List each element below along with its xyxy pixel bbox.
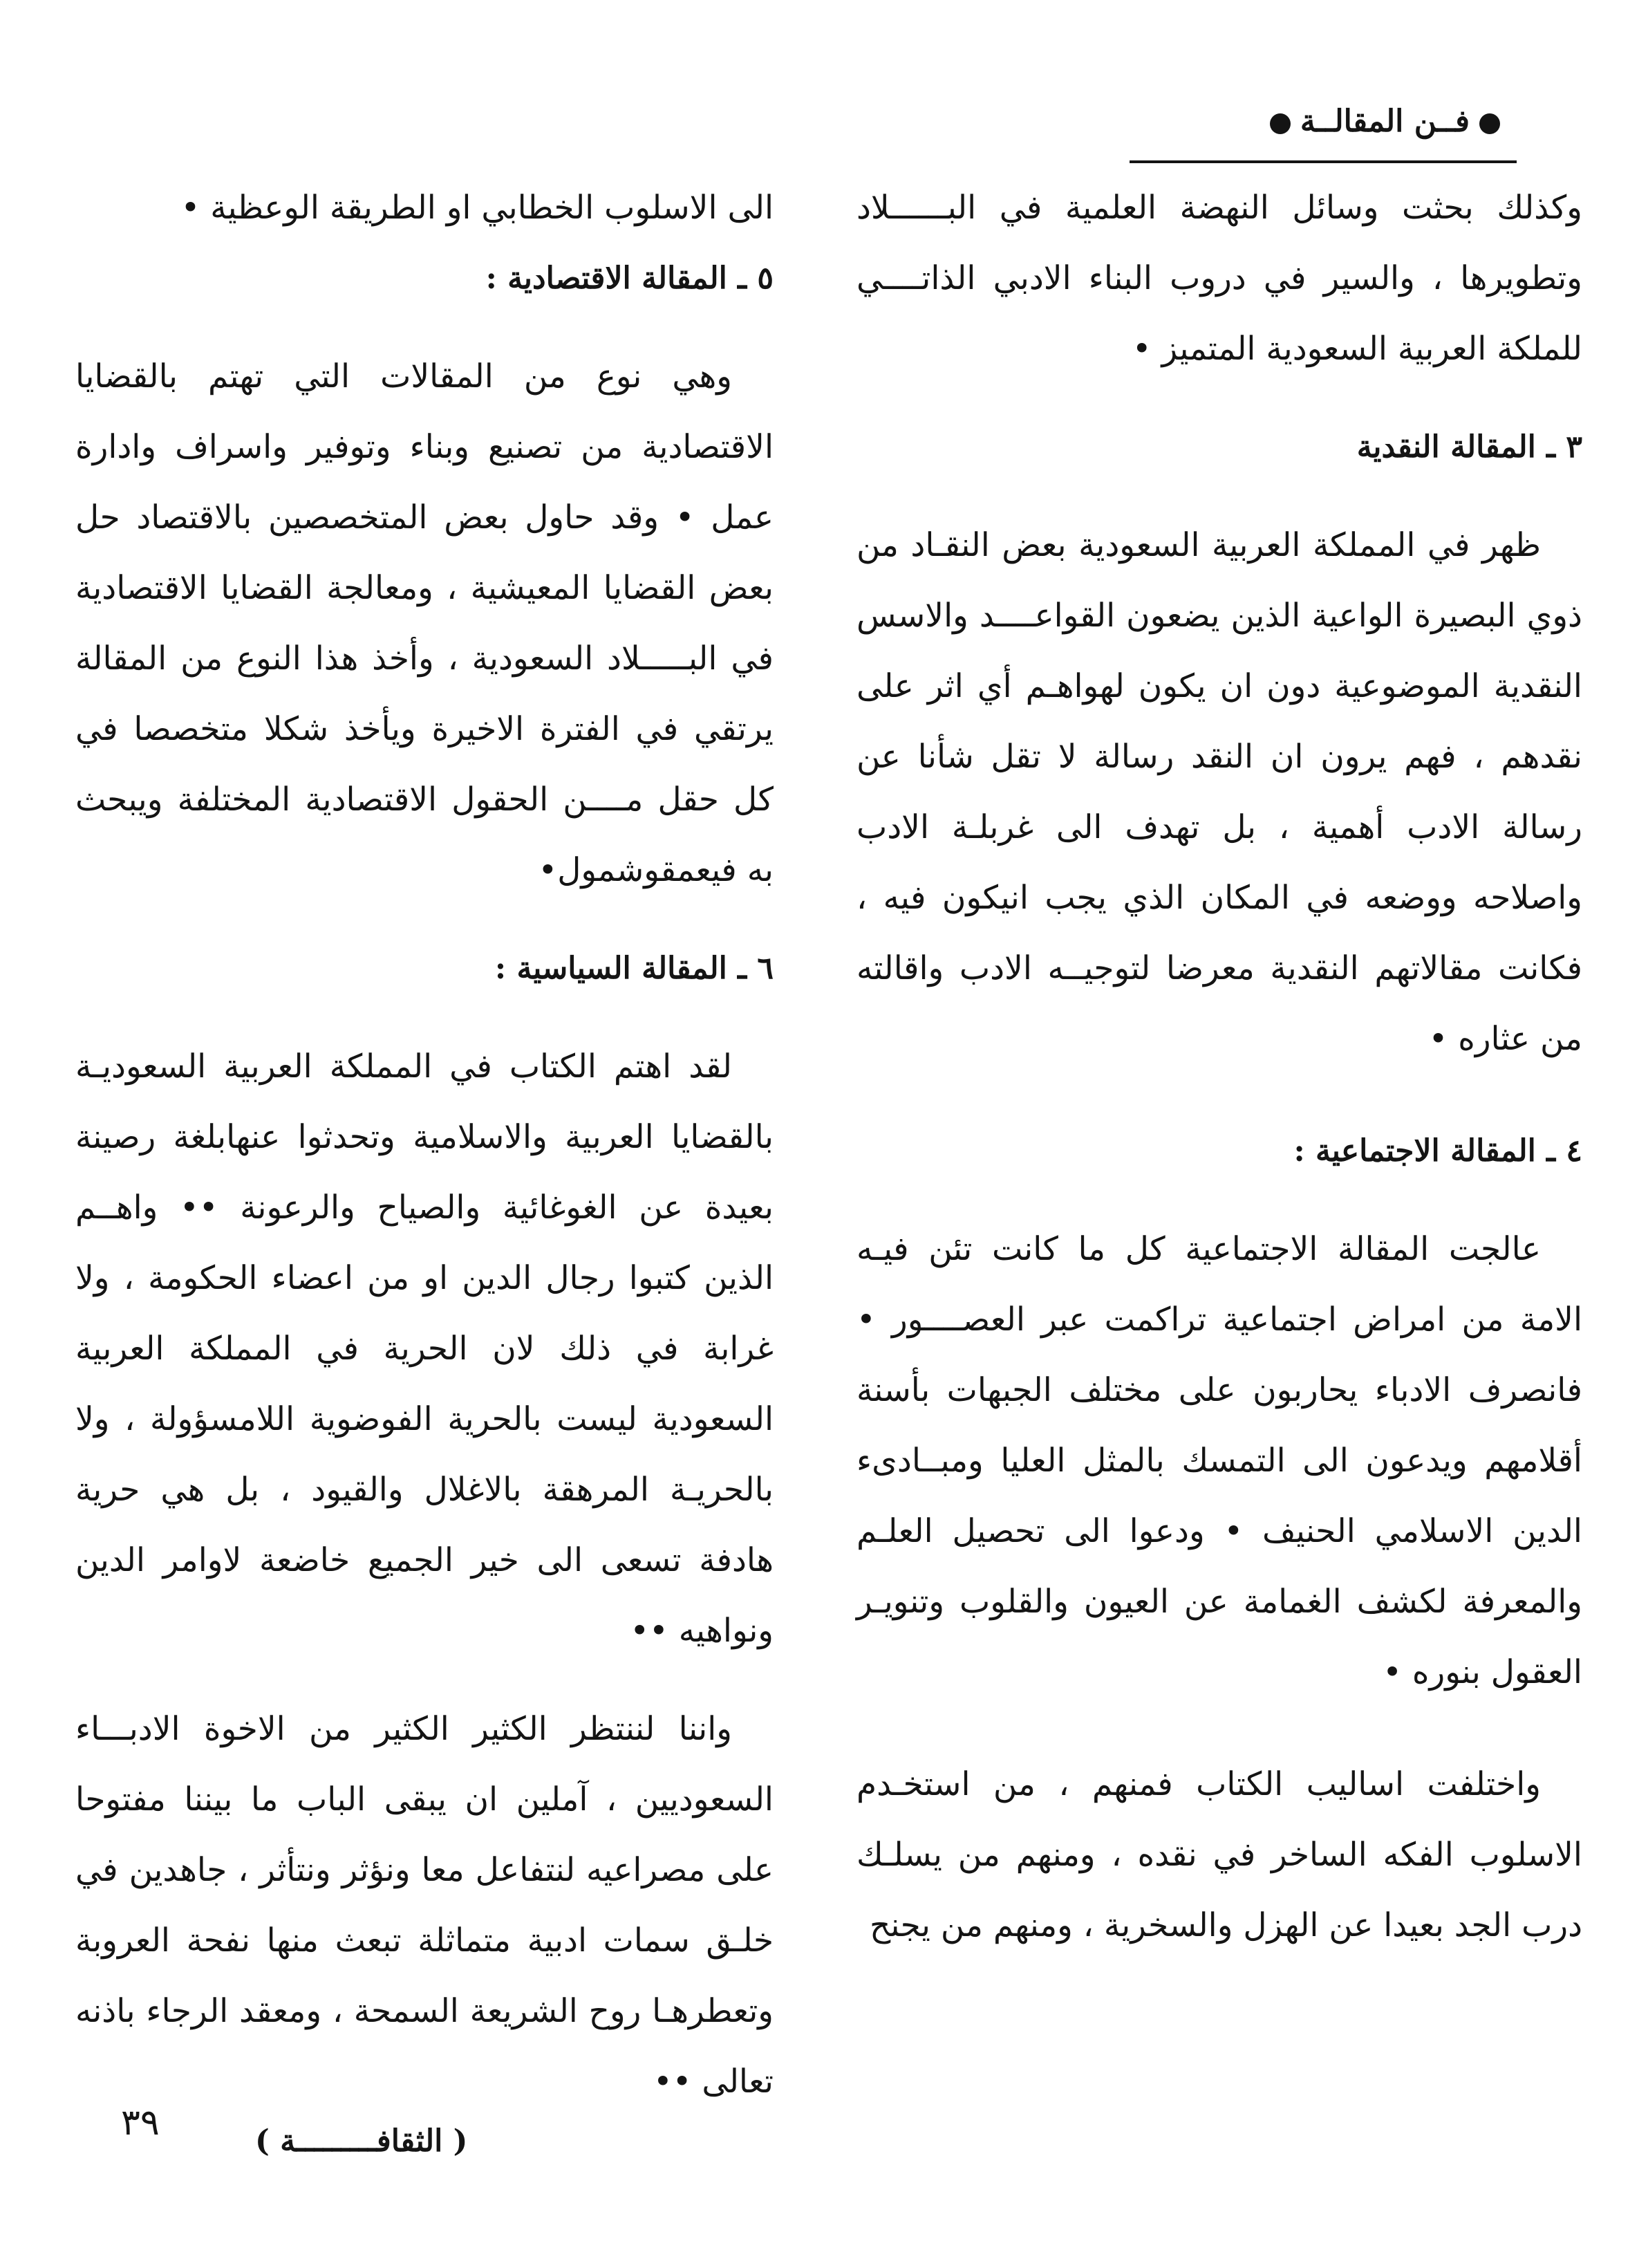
heading-political-article: ٦ ـ المقالة السياسية : [494,951,774,986]
signature: ( الثقافـــــــــة ) [255,2123,468,2159]
spacer [75,314,774,342]
paragraph-intro-left: الى الاسلوب الخطابي او الطريقة الوعظية • [180,189,774,227]
paragraph-closing: واننا لننتظر الكثير الكثير من الاخوة الادبـــاء السعوديين ، آملين ان يبقى الباب ما بيننا مفتوحا على مصراعيه لنتفاعل معا ونؤثر ونتأثر ، جاهدين في خلـق سمات ادبية متماثلة تبعث منها نفحة العروبة وتعطرهـا روح الشريعة السمحة ، ومعقد الرجاء باذنه تعالى •• [75,1710,774,2101]
heading-economic-article: ٥ ـ المقالة الاقتصادية : [485,261,774,296]
page-number: ٣٩ [121,2102,160,2144]
header-rule [1130,160,1517,163]
paragraph-critical-article: ظهر في المملكة العربية السعودية بعض النقـاد من ذوي البصيرة الواعية الذين يضعون القواعــــد والاسس النقدية الموضوعية دون ان يكون لهواهـم أي اثر على نقدهم ، فهم يرون ان النقد رسالة لا تقل شأنا عن رسالة الادب أهمية ، بل تهدف الى غربلـة الادب واصلاحه ووضعه في المكان الذي يجب انيكون فيه ، فكانت مقالاتهم النقدية معرضا لتوجيــه الادب واقالته من عثاره • [856,526,1582,1058]
spacer [856,483,1582,510]
heading-social-article: ٤ ـ المقالة الاجتماعية : [1293,1133,1582,1169]
bullet-icon [1270,113,1291,134]
paragraph-political-article: لقد اهتم الكتاب في المملكة العربية السعوديـة بالقضايا العربية والاسلامية وتحدثوا عنهابلغة رصينة بعيدة عن الغوغائية والصياح والرعونة •• واهــم الذين كتبوا رجال الدين او من اعضاء الحكومة ، ولا غرابة في ذلك لان الحرية في المملكة العربية السعودية ليست بالحرية الفوضوية اللامسؤولة ، ولا بالحريـة المرهقة بالاغلال والقيود ، بل هي حرية هادفة تسعى الى خير الجميع خاضعة لاوامر الدين ونواهيه •• [75,1048,774,1650]
spacer [856,1708,1582,1749]
heading-critical-article: ٣ ـ المقالة النقدية [1356,429,1582,465]
paragraph-intro-right: وكذلك بحثت وسائل النهضة العلمية في البــــــلاد وتطويرها ، والسير في دروب البناء الادبي الذاتــــي للملكة العربية السعودية المتميز • [856,189,1582,368]
running-head [1123,104,1510,139]
spacer [856,1187,1582,1214]
spacer [856,384,1582,412]
spacer [75,1666,774,1694]
spacer [75,906,774,933]
paragraph-economic-article: وهي نوع من المقالات التي تهتم بالقضايا الاقتصادية من تصنيع وبناء وتوفير واسراف وادارة عمل • وقد حاول بعض المتخصصين بالاقتصاد حل بعض القضايا المعيشية ، ومعالجة القضايا الاقتصادية في البـــــلاد السعودية ، وأخذ هذا النوع من المقالة يرتقي في الفترة الاخيرة ويأخذ شكلا متخصصا في كل حقل مــــن الحقول الاقتصادية المختلفة ويبحث به فيعمقوشمول• [75,357,774,889]
bullet-icon [1479,113,1500,134]
right-column [856,173,1582,1961]
running-head-text: فــن المقالــة [1300,104,1470,139]
paragraph-writing-styles: واختلفت اساليب الكتاب فمنهم ، من استخـدم الاسلوب الفكه الساخر في نقده ، ومنهم من يسلـك درب الجد بعيدا عن الهزل والسخرية ، ومنهم من يجنح [856,1765,1582,1944]
spacer [75,1004,774,1032]
paragraph-social-article: عالجت المقالة الاجتماعية كل ما كانت تئن فيـه الامة من امراض اجتماعية تراكمت عبر العصــــور • فانصرف الادباء يحاربون على مختلف الجبهات بأسنة أقلامهم ويدعون الى التمسك بالمثل العليا ومبــادىء الدين الاسلامي الحنيف • ودعوا الى تحصيل العلـم والمعرفة لكشف الغمامة عن العيون والقلوب وتنويـر العقول بنوره • [856,1230,1582,1691]
left-column [75,173,774,2166]
spacer [856,1075,1582,1116]
